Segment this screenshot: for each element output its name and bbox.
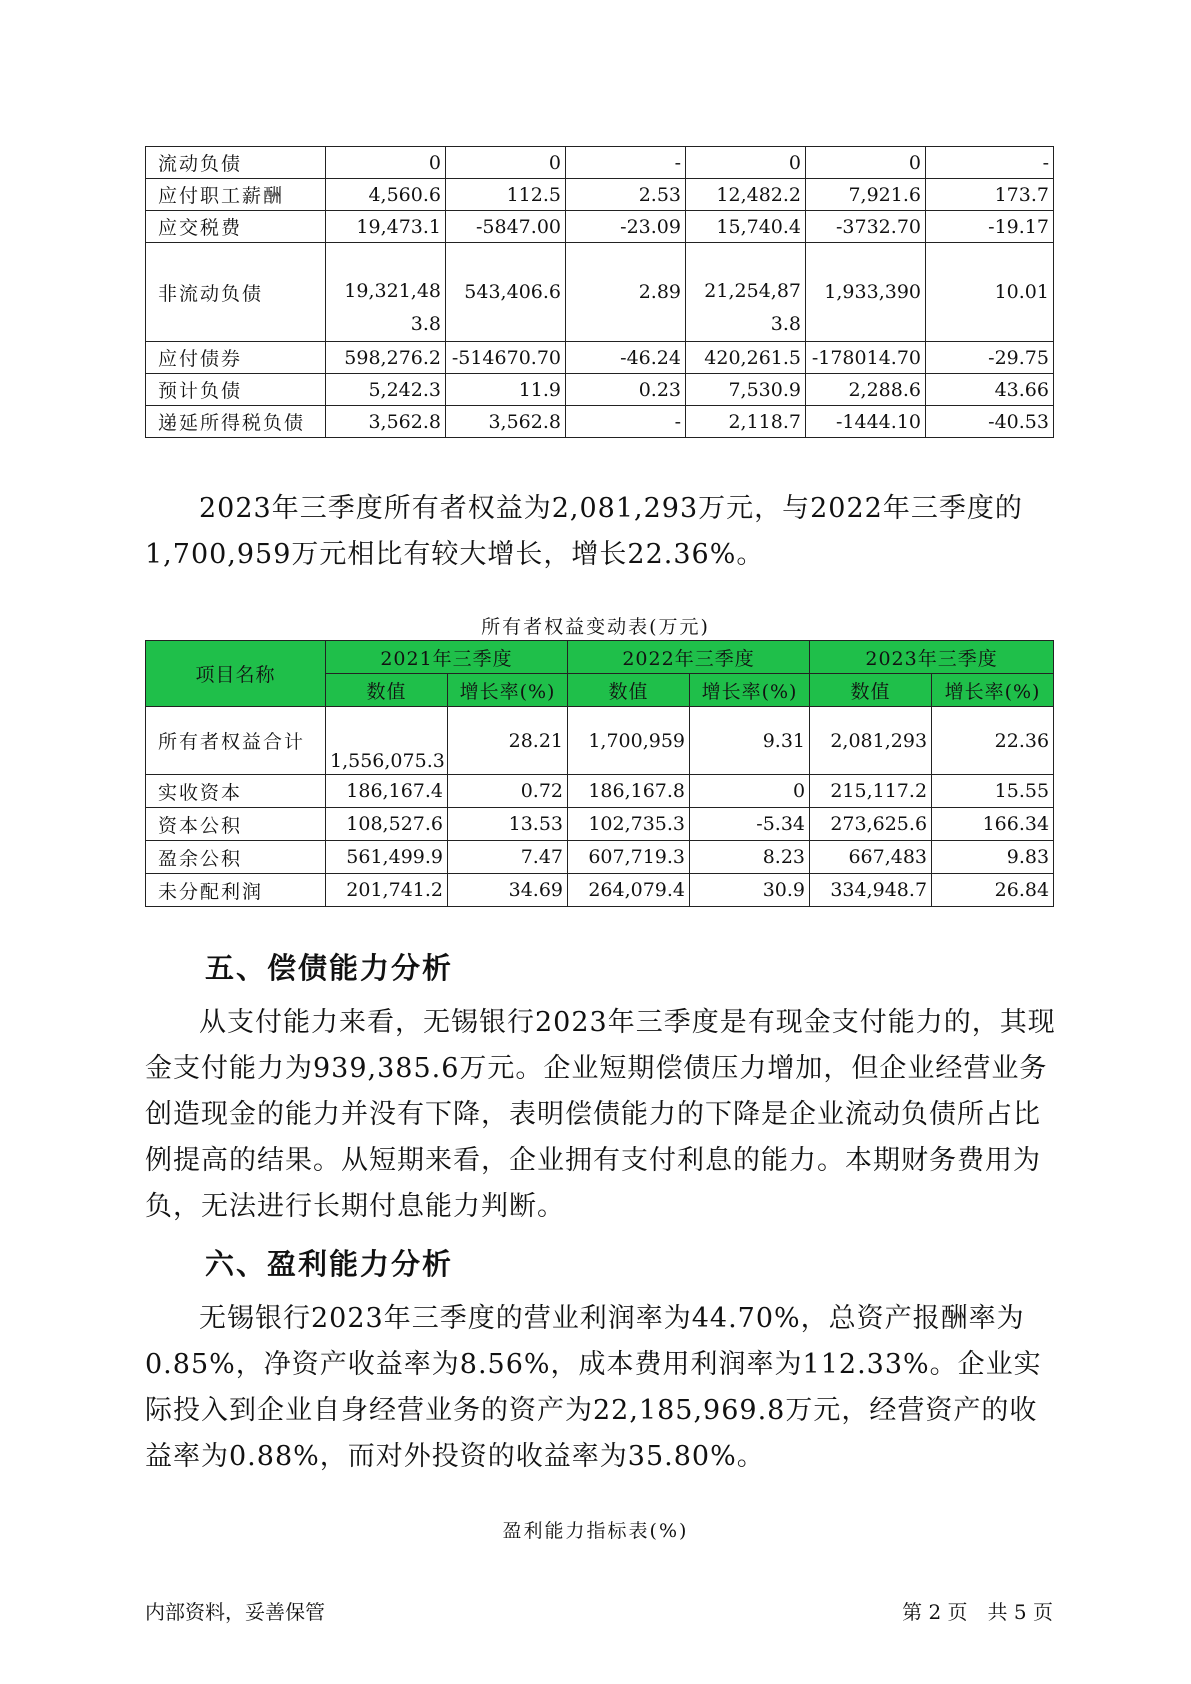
cell-g1: 0.72 — [448, 775, 568, 808]
footer-confidential: 内部资料，妥善保管 — [145, 1600, 325, 1624]
cell-v1: 186,167.4 — [326, 775, 448, 808]
table-row — [146, 841, 1054, 874]
cell-v5: 7,921.6 — [806, 179, 926, 211]
cell-v3: -23.09 — [566, 211, 686, 243]
header-item-name: 项目名称 — [146, 641, 326, 707]
cell-v2: -5847.00 — [446, 211, 566, 243]
section6-paragraph: 无锡银行2023年三季度的营业利润率为44.70%，总资产报酬率为0.85%，净资产收益率为8.56%，成本费用利润率为112.33%。企业实际投入到企业自身经营业务的资产为22,185,969.8万元，经营资产的收益率为0.88%，而对外投资的收益率为35.80%。 — [145, 1303, 1042, 1472]
cell-g3: 22.36 — [932, 707, 1054, 775]
cell-v6: 43.66 — [926, 374, 1054, 406]
table-row — [146, 874, 1054, 907]
cell-v3: 334,948.7 — [810, 874, 932, 907]
cell-v3: 215,117.2 — [810, 775, 932, 808]
cell-v2: 1,700,959 — [568, 707, 690, 775]
table-row — [146, 707, 1054, 775]
cell-v2: 186,167.8 — [568, 775, 690, 808]
cell-v2: 3,562.8 — [446, 406, 566, 438]
cell-v1: 598,276.2 — [326, 342, 446, 374]
header-value: 数值 — [810, 674, 932, 707]
cell-v6: 10.01 — [926, 243, 1054, 342]
cell-v1: 108,527.6 — [326, 808, 448, 841]
cell-g2: -5.34 — [690, 808, 810, 841]
cell-g2: 9.31 — [690, 707, 810, 775]
cell-v2: 0 — [446, 147, 566, 179]
cell-g3: 166.34 — [932, 808, 1054, 841]
table-row — [146, 808, 1054, 841]
row-name: 所有者权益合计 — [146, 707, 326, 775]
cell-v2: 543,406.6 — [446, 243, 566, 342]
table-row — [146, 342, 1054, 374]
row-name: 预计负债 — [146, 374, 326, 406]
cell-v4: 12,482.2 — [686, 179, 806, 211]
cell-v1: 0 — [326, 147, 446, 179]
cell-v5: -178014.70 — [806, 342, 926, 374]
row-name: 递延所得税负债 — [146, 406, 326, 438]
cell-v4: 0 — [686, 147, 806, 179]
row-name: 流动负债 — [146, 147, 326, 179]
cell-v5: -3732.70 — [806, 211, 926, 243]
cell-v6: -40.53 — [926, 406, 1054, 438]
cell-v6: - — [926, 147, 1054, 179]
cell-v3: 2,081,293 — [810, 707, 932, 775]
cell-v2: 607,719.3 — [568, 841, 690, 874]
section5-heading: 五、偿债能力分析 — [205, 951, 454, 985]
cell-v3: 273,625.6 — [810, 808, 932, 841]
row-name: 应交税费 — [146, 211, 326, 243]
cell-g2: 0 — [690, 775, 810, 808]
header-period-2023: 2023年三季度 — [810, 641, 1054, 674]
cell-g2: 8.23 — [690, 841, 810, 874]
section5-paragraph: 从支付能力来看，无锡银行2023年三季度是有现金支付能力的，其现金支付能力为939,385.6万元。企业短期偿债压力增加，但企业经营业务创造现金的能力并没有下降，表明偿债能力的下降是企业流动负债所占比例提高的结果。从短期来看，企业拥有支付利息的能力。本期财务费用为负，无法进行长期付息能力判断。 — [145, 1007, 1056, 1222]
cell-v1: 19,473.1 — [326, 211, 446, 243]
cell-g3: 15.55 — [932, 775, 1054, 808]
cell-v3: 0.23 — [566, 374, 686, 406]
profit-table-caption: 盈利能力指标表(%) — [502, 1520, 689, 1542]
cell-v1: 3,562.8 — [326, 406, 446, 438]
table-row — [146, 243, 1054, 342]
cell-v3: 2.89 — [566, 243, 686, 342]
cell-v3: 667,483 — [810, 841, 932, 874]
cell-v2: 112.5 — [446, 179, 566, 211]
cell-v6: 173.7 — [926, 179, 1054, 211]
cell-v5: 1,933,390 — [806, 243, 926, 342]
cell-v3: - — [566, 147, 686, 179]
equity-table — [145, 640, 1054, 907]
cell-v1: 1,556,075.3 — [326, 707, 448, 775]
cell-v6: -19.17 — [926, 211, 1054, 243]
liability-table — [145, 146, 1054, 438]
row-name: 应付债券 — [146, 342, 326, 374]
header-period-2022: 2022年三季度 — [568, 641, 810, 674]
cell-v3: 2.53 — [566, 179, 686, 211]
equity-table-caption: 所有者权益变动表(万元) — [481, 616, 710, 638]
row-name: 实收资本 — [146, 775, 326, 808]
cell-v1: 561,499.9 — [326, 841, 448, 874]
cell-v2: 102,735.3 — [568, 808, 690, 841]
cell-v1: 201,741.2 — [326, 874, 448, 907]
header-value: 数值 — [326, 674, 448, 707]
cell-v1: 19,321,483.8 — [326, 243, 446, 342]
cell-g3: 9.83 — [932, 841, 1054, 874]
equity-paragraph: 2023年三季度所有者权益为2,081,293万元，与2022年三季度的1,700,959万元相比有较大增长，增长22.36%。 — [145, 493, 1023, 570]
cell-v4: 420,261.5 — [686, 342, 806, 374]
table-row — [146, 211, 1054, 243]
cell-v1: 4,560.6 — [326, 179, 446, 211]
cell-g1: 7.47 — [448, 841, 568, 874]
section6-heading: 六、盈利能力分析 — [205, 1247, 454, 1281]
cell-v4: 15,740.4 — [686, 211, 806, 243]
cell-v5: -1444.10 — [806, 406, 926, 438]
header-growth: 增长率(%) — [448, 674, 568, 707]
row-name: 应付职工薪酬 — [146, 179, 326, 211]
cell-g3: 26.84 — [932, 874, 1054, 907]
cell-v2: 264,079.4 — [568, 874, 690, 907]
cell-v5: 0 — [806, 147, 926, 179]
cell-v1: 5,242.3 — [326, 374, 446, 406]
header-period-2021: 2021年三季度 — [326, 641, 568, 674]
header-growth: 增长率(%) — [932, 674, 1054, 707]
table-row — [146, 406, 1054, 438]
cell-v4: 2,118.7 — [686, 406, 806, 438]
row-name: 盈余公积 — [146, 841, 326, 874]
cell-v2: 11.9 — [446, 374, 566, 406]
row-name: 资本公积 — [146, 808, 326, 841]
table-row — [146, 374, 1054, 406]
row-name: 未分配利润 — [146, 874, 326, 907]
cell-v6: -29.75 — [926, 342, 1054, 374]
cell-v2: -514670.70 — [446, 342, 566, 374]
cell-v3: -46.24 — [566, 342, 686, 374]
cell-g1: 13.53 — [448, 808, 568, 841]
cell-v4: 21,254,873.8 — [686, 243, 806, 342]
cell-g2: 30.9 — [690, 874, 810, 907]
cell-v3: - — [566, 406, 686, 438]
row-name: 非流动负债 — [146, 243, 326, 342]
cell-g1: 28.21 — [448, 707, 568, 775]
cell-g1: 34.69 — [448, 874, 568, 907]
cell-v5: 2,288.6 — [806, 374, 926, 406]
table-row — [146, 775, 1054, 808]
header-value: 数值 — [568, 674, 690, 707]
table-row — [146, 147, 1054, 179]
table-row — [146, 179, 1054, 211]
cell-v4: 7,530.9 — [686, 374, 806, 406]
header-growth: 增长率(%) — [690, 674, 810, 707]
footer-page-number: 第 2 页 共 5 页 — [902, 1600, 1053, 1624]
